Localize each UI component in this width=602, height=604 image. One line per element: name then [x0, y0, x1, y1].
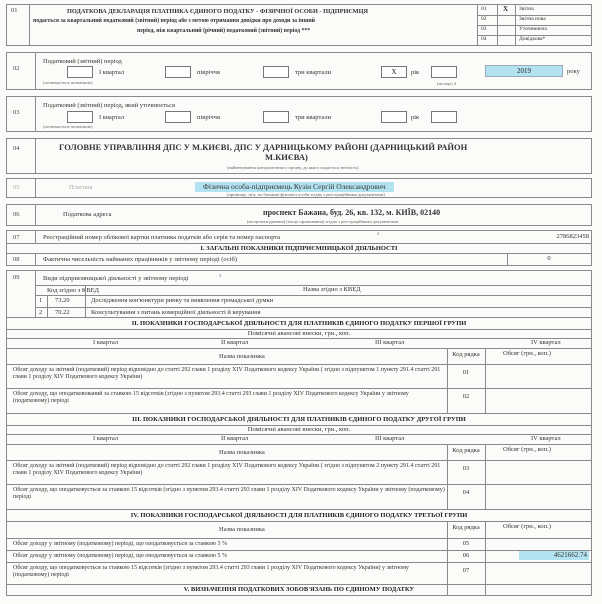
indicator-text: Обсяг доходу у звітному (податковому) періоді, що оподатковується за ставкою 3 % [13, 541, 228, 547]
quarter-label: IV квартал [531, 339, 561, 346]
indicator-code: 02 [462, 393, 470, 400]
row-02-reporting-period [6, 52, 592, 90]
indicator-code: 04 [462, 489, 470, 496]
row-09-activities [6, 270, 592, 318]
half-year-checkbox[interactable] [165, 111, 191, 123]
month-caption: (місяць) 4 [437, 81, 456, 86]
row-07-taxpayer-id [6, 230, 592, 244]
period-label: Податковий (звітний) період [43, 58, 122, 65]
section-2 [6, 318, 592, 414]
row-06-tax-address [6, 204, 592, 226]
doc-type-label: Звітна нова [519, 16, 546, 22]
indicator-code: 07 [462, 567, 470, 574]
year-checkbox[interactable]: X [381, 66, 407, 78]
doc-type-label: Звітна [519, 6, 534, 12]
quarter-label: IV квартал [531, 435, 561, 442]
indicator-text: Обсяг доходу за звітний (податковий) період відповідно до статті 292 глави 1 розділу XIV Податкового кодексу України ( згідно з підпунктом 2 пункту 291.4 статті 291 глави 1 розділу XIV Податкового кодексу України) [13, 463, 441, 477]
section-2-title: II. ПОКАЗНИКИ ГОСПОДАРСЬКОЇ ДІЯЛЬНОСТІ ДЛЯ ПЛАТНИКІВ ЄДИНОГО ПОДАТКУ ПЕРШОЇ ГРУПИ [131, 320, 467, 327]
section-4-title: IV. ПОКАЗНИКИ ГОСПОДАРСЬКОЇ ДІЯЛЬНОСТІ ДЛЯ ПЛАТНИКІВ ЄДИНОГО ПОДАТКУ ТРЕТЬОЇ ГРУПИ [130, 512, 468, 519]
indicator-code: 01 [462, 369, 470, 376]
indicator-code: 03 [462, 465, 470, 472]
doc-type-num: 03 [481, 26, 487, 32]
year-suffix: року [567, 68, 580, 75]
doc-type-label: Уточнююча [519, 26, 547, 32]
activity-code: 73.20 [55, 297, 70, 304]
year-checkbox[interactable] [381, 111, 407, 123]
doc-type-label: Довідкова* [519, 36, 546, 42]
period-caption: (позначається позначкою) [43, 80, 93, 85]
tax-authority-caption: (найменування контролюючого органу, до якого подається звітність) [227, 165, 359, 170]
doc-type-mark[interactable]: X [503, 5, 509, 13]
col-name: Назва показника [219, 449, 265, 456]
three-quarters-checkbox[interactable] [263, 111, 289, 123]
q1-checkbox[interactable] [67, 66, 93, 78]
declaration-title-line3: період, ніж квартальний (річний) податковий (звітний) період *** [137, 28, 311, 34]
taxpayer-id-value[interactable]: 2786823458 [556, 233, 589, 240]
half-year-label: півріччя [197, 114, 220, 121]
section-3-title: III. ПОКАЗНИКИ ГОСПОДАРСЬКОЇ ДІЯЛЬНОСТІ ДЛЯ ПЛАТНИКІВ ЄДИНОГО ПОДАТКУ ДРУГОЇ ГРУПИ [132, 416, 466, 423]
three-quarters-label: три квартали [295, 114, 332, 121]
indicator-text: Обсяг доходу за звітний (податковий) період відповідно до статті 292 глави 1 розділу XIV Податкового кодексу України ( згідно з підпунктом 1 пункту 291.4 статті 291 глави 1 розділу XIV Податкового кодексу України) [13, 367, 441, 381]
month-box[interactable] [431, 66, 457, 78]
row-number: 07 [13, 234, 20, 241]
three-quarters-checkbox[interactable] [263, 66, 289, 78]
amount-field[interactable] [487, 462, 591, 478]
col-code: Код рядка [452, 351, 480, 358]
tax-address-label: Податкова адреса [63, 211, 112, 218]
tax-authority-name: ГОЛОВНЕ УПРАВЛІННЯ ДПС У М.КИЄВІ, ДПС У ДАРНИЦЬКОМУ РАЙОНІ (ДАРНИЦЬКИЙ РАЙОН [59, 142, 468, 152]
quarter-label: III квартал [375, 339, 405, 346]
quarter-label: II квартал [221, 435, 249, 442]
activity-name: Дослідження кон'юнктури ринку та виявлення громадської думки [91, 297, 274, 304]
q1-label: I квартал [99, 114, 125, 121]
employees-label: Фактична чисельність найманих працівників у звітному періоді (осіб) [43, 256, 237, 263]
year-value[interactable]: 2019 [485, 65, 563, 77]
doc-type-num: 01 [481, 6, 487, 12]
tax-address-value[interactable]: проспект Бажана, буд. 26, кв. 132, м. КИЇВ, 02140 [263, 208, 441, 217]
activity-number: 2 [39, 309, 43, 316]
taxpayer-id-sup: 2 [377, 231, 380, 236]
taxpayer-caption: (прізвище, ім'я, по батькові фізичної особи згідно з реєстраційними документами) [227, 192, 385, 197]
section-1-header [6, 244, 592, 254]
half-year-checkbox[interactable] [165, 66, 191, 78]
col-amount: Обсяг (грн., коп.) [503, 446, 551, 453]
row-04-tax-authority [6, 138, 592, 174]
taxpayer-label: Платник [69, 184, 93, 191]
doc-type-num: 02 [481, 16, 487, 22]
section-4 [6, 510, 592, 596]
quarter-label: II квартал [221, 339, 249, 346]
indicator-text: Обсяг доходу у звітному (податковому) періоді, що оподатковується за ставкою 5 % [13, 553, 228, 559]
activities-label: Види підприємницької діяльності у звітному періоді [43, 275, 189, 282]
activity-code: 70.22 [55, 309, 70, 316]
section-3 [6, 414, 592, 510]
amount-field[interactable]: 4621662.74 [519, 551, 589, 560]
corrected-period-label: Податковий (звітний) період, який уточнюється [43, 102, 175, 109]
doc-type-num: 04 [481, 36, 487, 42]
activity-name: Консультування з питань комерційної діяльності й керування [91, 309, 261, 316]
activity-number: 1 [39, 297, 43, 304]
indicator-code: 05 [462, 540, 470, 547]
col-code: Код рядка [452, 524, 480, 531]
declaration-title: ПОДАТКОВА ДЕКЛАРАЦІЯ ПЛАТНИКА ЄДИНОГО ПОДАТКУ - ФІЗИЧНОЇ ОСОБИ - ПІДПРИЄМЦЯ [67, 8, 369, 15]
row-number: 01 [11, 7, 18, 14]
indicator-text: Обсяг доходу, що оподатковований за ставкою 15 відсотків (згідно з пунктом 293.4 статті 293 глави 1 розділу XIV Податкового кодексу України у звітному (податковому) періоді [13, 391, 409, 405]
period-caption: (позначається позначкою) [43, 124, 93, 129]
tax-address-caption: (місцезнаходження) (місце проживання) згідно з реєстраційними документами [247, 219, 399, 224]
row-number: 08 [13, 256, 20, 263]
activities-sup: 3 [219, 273, 222, 278]
document-type-grid [477, 5, 591, 45]
indicator-code: 06 [462, 552, 470, 559]
col-name: Назва показника [219, 353, 265, 360]
row-05-taxpayer [6, 178, 592, 198]
row-number: 06 [13, 211, 20, 218]
row-number: 03 [13, 109, 20, 116]
quarter-label: I квартал [93, 435, 119, 442]
advance-caption: Помісячні авансові внески, грн., коп. [247, 330, 351, 337]
year-label: рік [411, 69, 420, 76]
row-number: 02 [13, 65, 20, 72]
quarter-label: III квартал [375, 435, 405, 442]
activities-col-name: Назва згідно з КВЕД [303, 286, 361, 293]
amount-field[interactable] [487, 366, 591, 382]
row-number: 05 [13, 184, 20, 191]
row-03-corrected-period [6, 96, 592, 132]
section-5-title: V. ВИЗНАЧЕННЯ ПОДАТКОВИХ ЗОБОВ'ЯЗАНЬ ПО ЄДИНОМУ ПОДАТКУ [183, 586, 415, 593]
year-label: рік [411, 114, 420, 121]
taxpayer-id-label: Реєстраційний номер облікової картки платника податків або серія та номер паспорта [43, 234, 281, 241]
col-name: Назва показника [219, 526, 265, 533]
amount-field[interactable] [487, 390, 591, 406]
advance-caption: Помісячні авансові внески, грн., коп. [247, 426, 351, 433]
row-number: 09 [13, 274, 20, 281]
row-08-employees [6, 254, 592, 266]
q1-checkbox[interactable] [67, 111, 93, 123]
month-box[interactable] [431, 111, 457, 123]
row-01-declaration-title [6, 4, 592, 46]
q1-label: I квартал [99, 69, 125, 76]
tax-authority-name-line2: М.КИЄВА) [265, 152, 308, 162]
quarter-label: I квартал [93, 339, 119, 346]
col-amount: Обсяг (грн., коп.) [503, 350, 551, 357]
activities-col-code: Код згідно з КВЕД [47, 287, 99, 294]
half-year-label: півріччя [197, 69, 220, 76]
three-quarters-label: три квартали [295, 69, 332, 76]
col-amount: Обсяг (грн., коп.) [503, 523, 551, 530]
taxpayer-name[interactable]: Фізична особа-підприємець Кузін Сергій Олександрович [195, 182, 394, 192]
amount-field[interactable] [487, 486, 591, 502]
col-code: Код рядка [452, 447, 480, 454]
employees-value[interactable]: 0 [547, 255, 551, 262]
section-1-title: I. ЗАГАЛЬНІ ПОКАЗНИКИ ПІДПРИЄМНИЦЬКОЇ ДІЯЛЬНОСТІ [200, 245, 398, 252]
indicator-text: Обсяг доходу, що оподатковується за ставкою 15 відсотків (згідно з пунктом 293.4 статті 293 глави 1 розділу XIV Податкового кодексу України у звітному (податковому) періоді [13, 487, 445, 501]
indicator-text: Обсяг доходу, що оподатковується за ставкою 15 відсотків (згідно з пунктом 293.4 статті 293 глави 1 розділу XIV Податкового кодексу України) у звітному (податковому) періоді [13, 565, 409, 579]
row-number: 04 [13, 145, 20, 152]
declaration-title-line2: подається за квартальний податковий (звітний) період або з метою отримання довідки про доходи за інший [33, 18, 316, 24]
